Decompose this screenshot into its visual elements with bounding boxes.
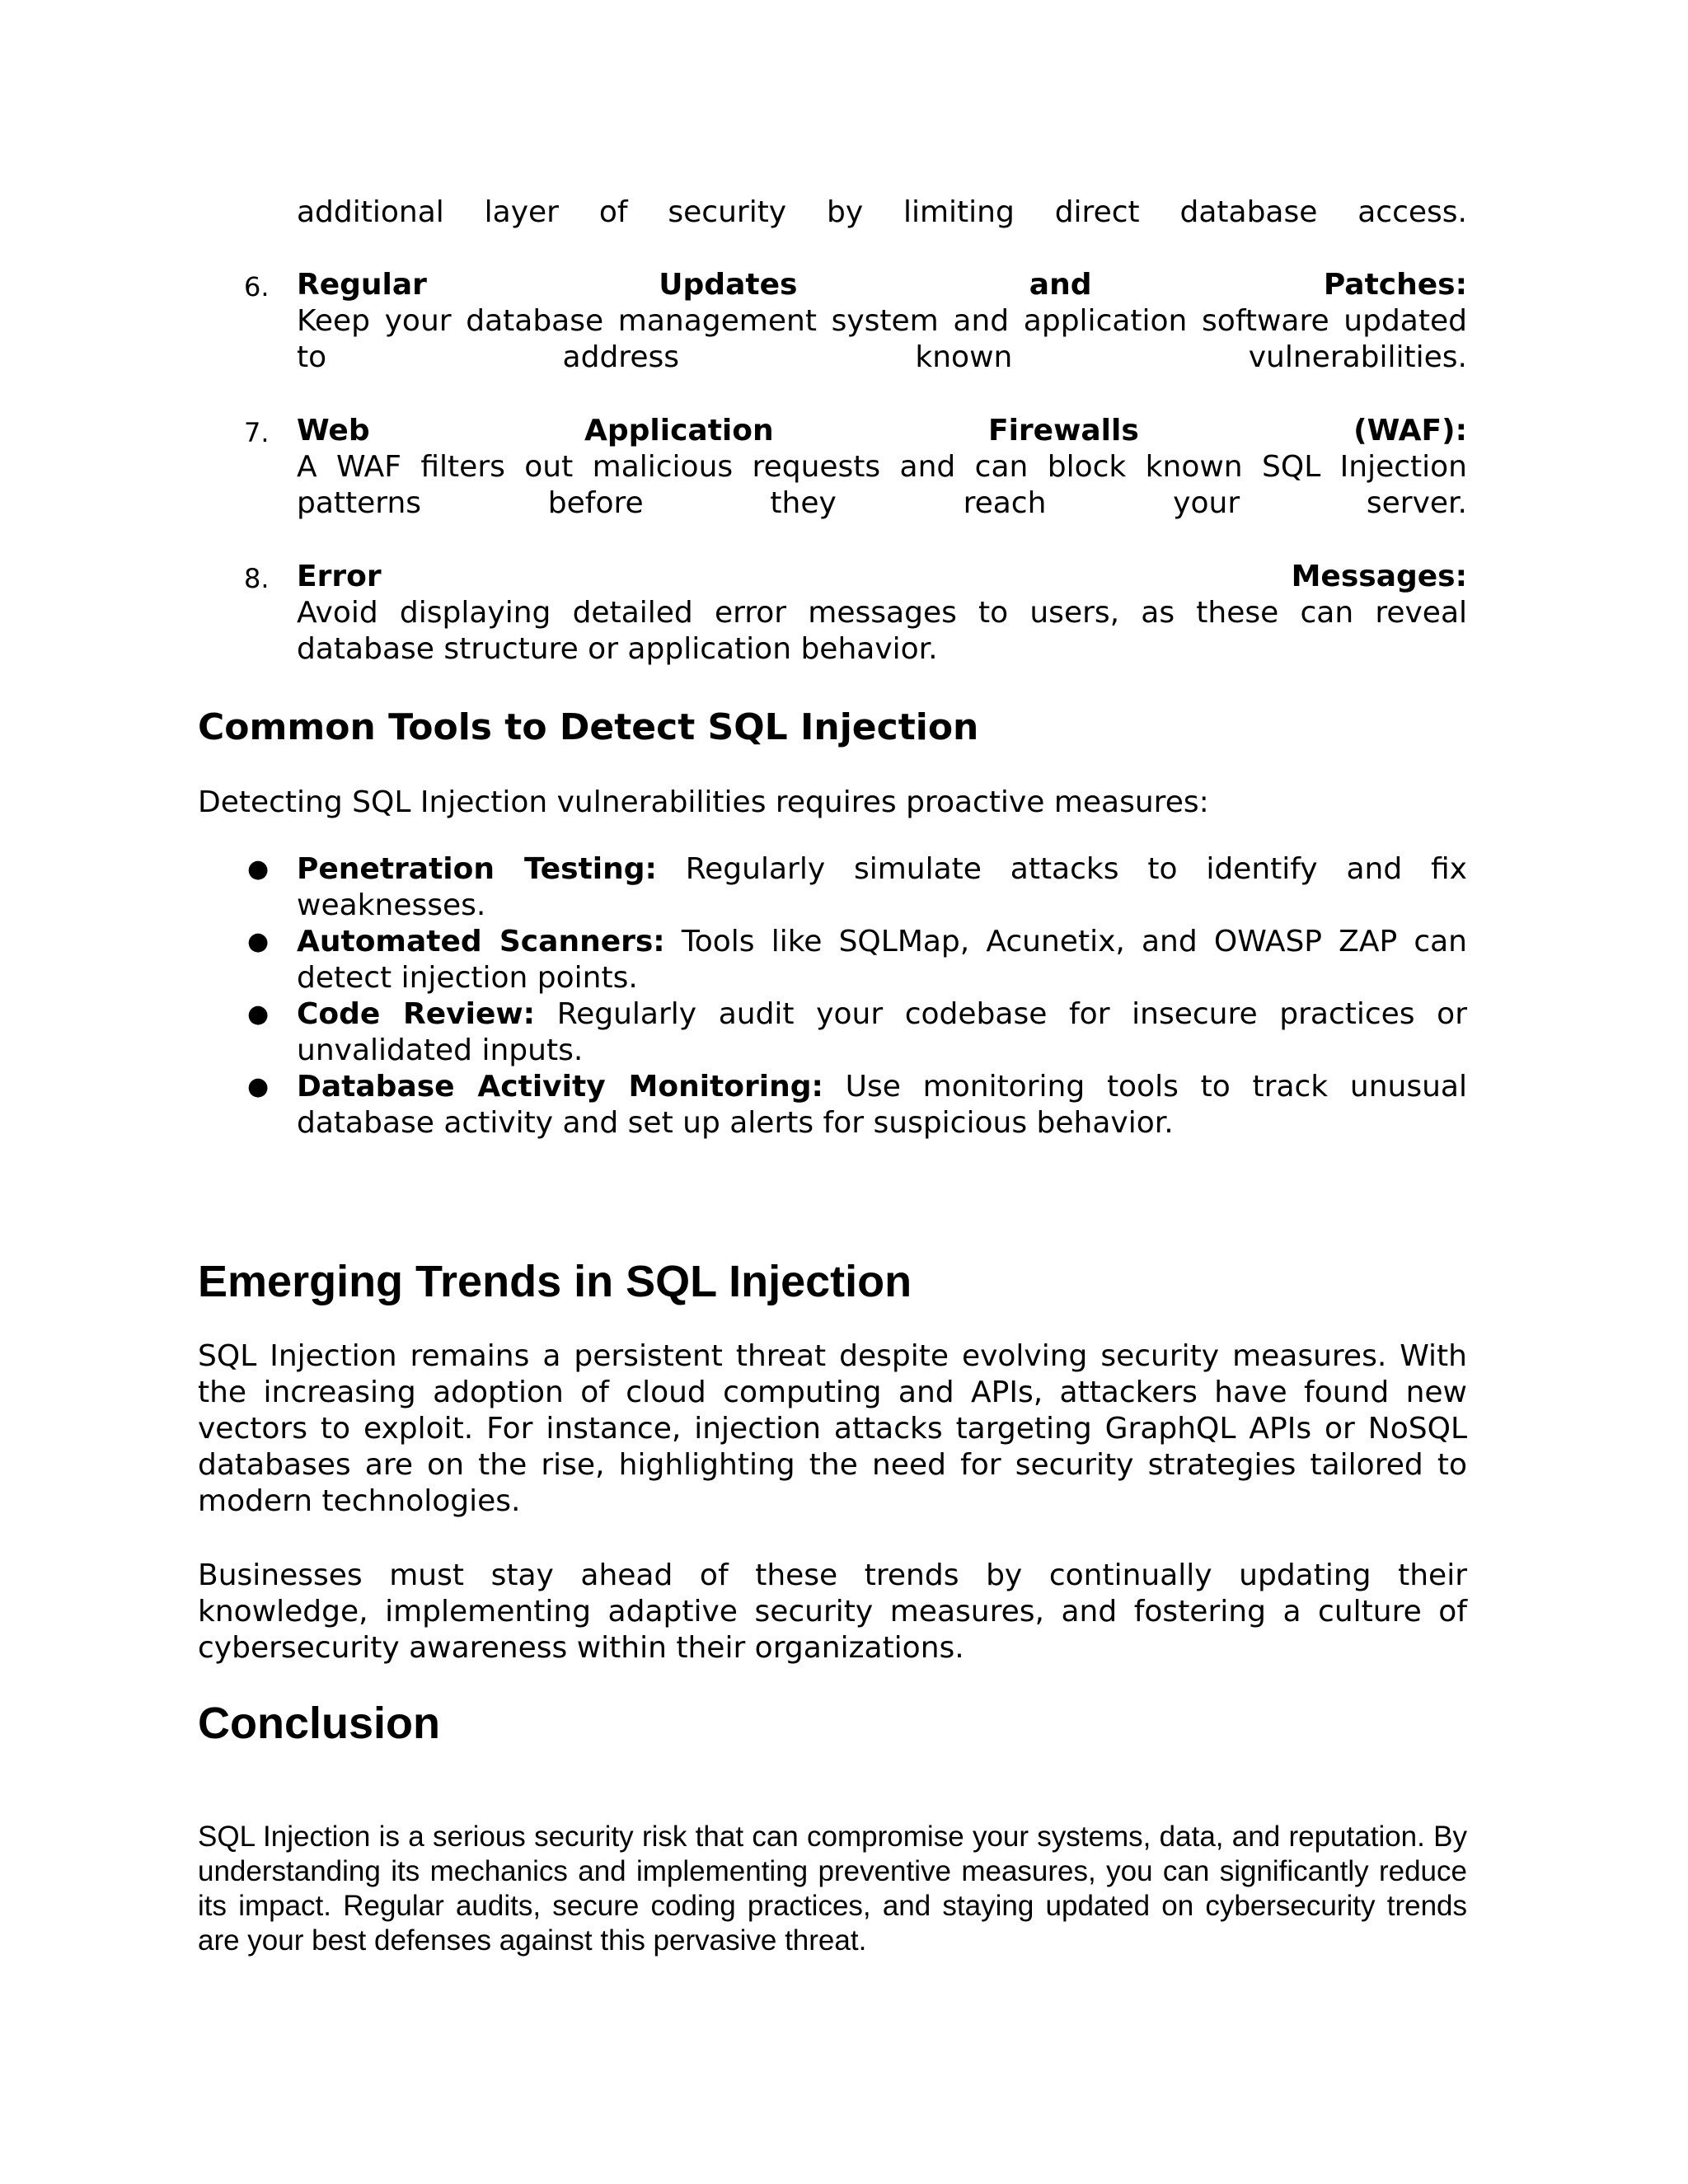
- list-item-line: patterns before they reach your server.: [297, 486, 1467, 520]
- bullet-item: ● Code Review: Regularly audit your codebase for insecure practices or unvalidated inputs.: [247, 997, 1468, 1067]
- list-number: 8.: [244, 563, 270, 594]
- list-item-line: database structure or application behavior.: [297, 632, 938, 666]
- bullet-dot-icon: ●: [247, 855, 270, 883]
- list-item-title-right: Messages:: [1291, 560, 1467, 593]
- document-page: [198, 0, 1467, 2184]
- list-item-line: A WAF filters out malicious requests and can block known SQL Injection: [297, 450, 1467, 484]
- tools-bullet-list: [198, 851, 1467, 1141]
- list-item-title: [297, 559, 1467, 595]
- list-item-title-left: Error: [297, 560, 382, 593]
- bullet-dot-icon: ●: [247, 1072, 270, 1101]
- list-item-line: Avoid displaying detailed error messages to users, as these can reveal: [297, 596, 1467, 630]
- section-heading-trends: Emerging Trends in SQL Injection: [198, 1257, 912, 1306]
- bullet-item: ● Database Activity Monitoring: Use monitoring tools to track unusual database activity and set up alerts for suspicious behavior.: [247, 1070, 1467, 1140]
- bullet-item: ● Penetration Testing: Regularly simulate attacks to identify and fix weaknesses.: [247, 852, 1467, 922]
- bullet-item: ● Automated Scanners: Tools like SQLMap, Acunetix, and OWASP ZAP can detect injection points.: [247, 925, 1467, 995]
- list-item-continuation: additional layer of security by limiting direct database access.: [297, 195, 1467, 229]
- list-number: 6.: [244, 271, 270, 302]
- trends-paragraph-2: Businesses must stay ahead of these trends by continually updating their knowledge, implementing adaptive security measures, and fostering a culture of cybersecurity awareness within their organizations.: [198, 1558, 1467, 1665]
- list-item-line: to address known vulnerabilities.: [297, 340, 1467, 374]
- tools-intro: Detecting SQL Injection vulnerabilities requires proactive measures:: [198, 785, 1209, 819]
- bullet-dot-icon: ●: [247, 1000, 270, 1029]
- conclusion-paragraph: SQL Injection is a serious security risk that can compromise your systems, data, and reputation. By understanding its mechanics and implementing preventive measures, you can significantly reduce its impact. Regular audits, secure coding practices, and staying updated on cybersecurity trends are your best defenses against this pervasive threat.: [198, 1821, 1467, 1957]
- list-item-line: Keep your database management system and application software updated: [297, 304, 1467, 338]
- list-item-title: Regular Updates and Patches:: [297, 268, 1467, 302]
- section-heading-tools: Common Tools to Detect SQL Injection: [198, 706, 979, 748]
- list-number: 7.: [244, 417, 270, 448]
- trends-paragraph-1: SQL Injection remains a persistent threat despite evolving security measures. With the increasing adoption of cloud computing and APIs, attackers have found new vectors to exploit. For instance, injection attacks targeting GraphQL APIs or NoSQL databases are on the rise, highlighting the need for security strategies tailored to modern technologies.: [198, 1339, 1467, 1518]
- bullet-dot-icon: ●: [247, 927, 270, 956]
- list-item-title: Web Application Firewalls (WAF):: [297, 414, 1467, 448]
- section-heading-conclusion: Conclusion: [198, 1699, 440, 1748]
